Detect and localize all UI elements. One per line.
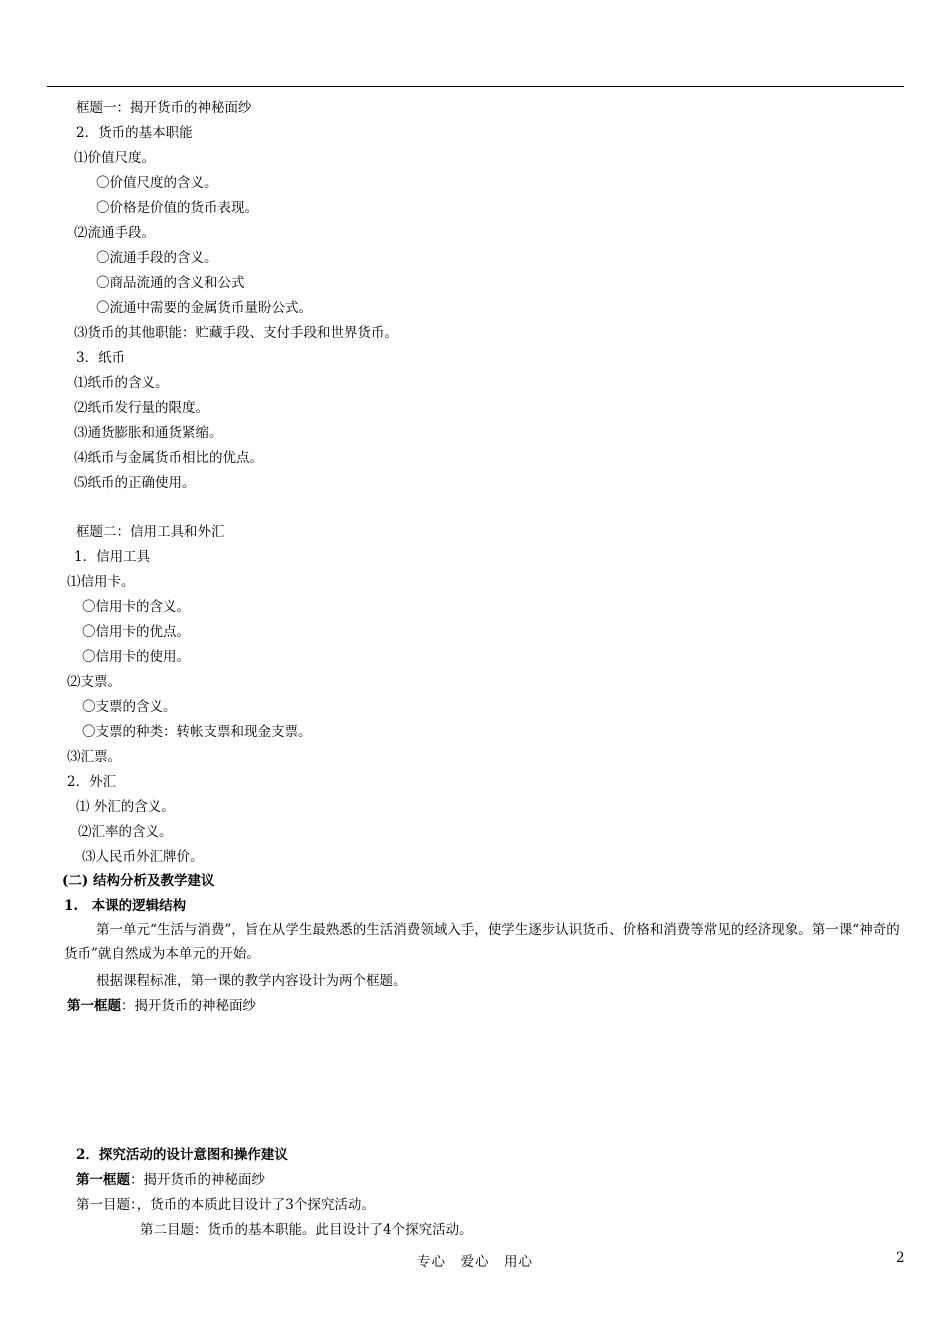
frame1b-line (76, 1171, 265, 1189)
frame1-line (67, 997, 256, 1015)
frame1-text: ：揭开货币的神秘面纱 (121, 998, 256, 1014)
list-item: ⑶人民币外汇牌价。 (82, 849, 204, 865)
list-item: 〇商品流通的含义和公式 (96, 275, 245, 291)
frame1-title: 框题一：揭开货币的神秘面纱 (76, 100, 252, 116)
section-heading-structure: (二) 结构分析及教学建议 (62, 873, 215, 889)
list-item: ⑵纸币发行量的限度。 (74, 400, 209, 416)
list-item: ⑸纸币的正确使用。 (74, 475, 196, 491)
list-item: 〇信用卡的优点。 (82, 624, 190, 640)
footer-motto: 专心 爱心 用心 (417, 1254, 533, 1270)
list-item: ⑴信用卡。 (67, 574, 135, 590)
list-item: ⑵流通手段。 (74, 225, 155, 241)
list-item: 〇流通手段的含义。 (96, 250, 218, 266)
subheading-activities: 2．探究活动的设计意图和操作建议 (76, 1147, 288, 1163)
list-item: 〇价格是价值的货币表现。 (96, 200, 258, 216)
list-item: 〇流通中需要的金属货币量盼公式。 (96, 300, 312, 316)
list-item: 〇信用卡的含义。 (82, 599, 190, 615)
paragraph-unit-intro: 第一单元“生活与消费”，旨在从学生最熟悉的生活消费领域入手，使学生逐步认识货币、价格和消费等常见的经济现象。第一课“神奇的货币”就自然成为本单元的开始。 (64, 922, 900, 962)
heading-paper-money: 3．纸币 (76, 350, 126, 366)
list-item: 〇信用卡的使用。 (82, 649, 190, 665)
list-item: 〇价值尺度的含义。 (96, 175, 218, 191)
list-item: 第一目题：，货币的本质此目设计了3个探究活动。 (76, 1197, 375, 1213)
frame2-title: 框题二：信用工具和外汇 (76, 524, 225, 540)
list-item: ⑶汇票。 (67, 749, 121, 765)
list-item: ⑴价值尺度。 (74, 150, 155, 166)
heading-foreign-exchange: 2．外汇 (67, 774, 117, 790)
heading-credit-tools: 1．信用工具 (74, 549, 151, 565)
paragraph-curriculum: 根据课程标准，第一课的教学内容设计为两个框题。 (96, 973, 407, 989)
list-item: ⑷纸币与金属货币相比的优点。 (74, 450, 263, 466)
heading-money-functions: 2．货币的基本职能 (76, 125, 193, 141)
list-item: ⑶货币的其他职能：贮藏手段、支付手段和世界货币。 (74, 325, 398, 341)
list-item: 〇支票的种类：转帐支票和现金支票。 (82, 724, 312, 740)
list-item: 第二目题：货币的基本职能。此目设计了4个探究活动。 (140, 1222, 473, 1238)
list-item: ⑴ 外汇的含义。 (76, 799, 175, 815)
frame1b-text: ：揭开货币的神秘面纱 (130, 1172, 265, 1188)
list-item: ⑵支票。 (67, 674, 121, 690)
frame1-label: 第一框题 (67, 998, 121, 1014)
list-item: ⑶通货膨胀和通货紧缩。 (74, 425, 223, 441)
list-item: ⑵汇率的含义。 (78, 824, 173, 840)
list-item: ⑴纸币的含义。 (74, 375, 169, 391)
frame1b-label: 第一框题 (76, 1172, 130, 1188)
header-rule (47, 86, 904, 87)
list-item: 〇支票的含义。 (82, 699, 177, 715)
page-number: 2 (896, 1250, 905, 1266)
subheading-logic: 1. 本课的逻辑结构 (64, 898, 187, 914)
